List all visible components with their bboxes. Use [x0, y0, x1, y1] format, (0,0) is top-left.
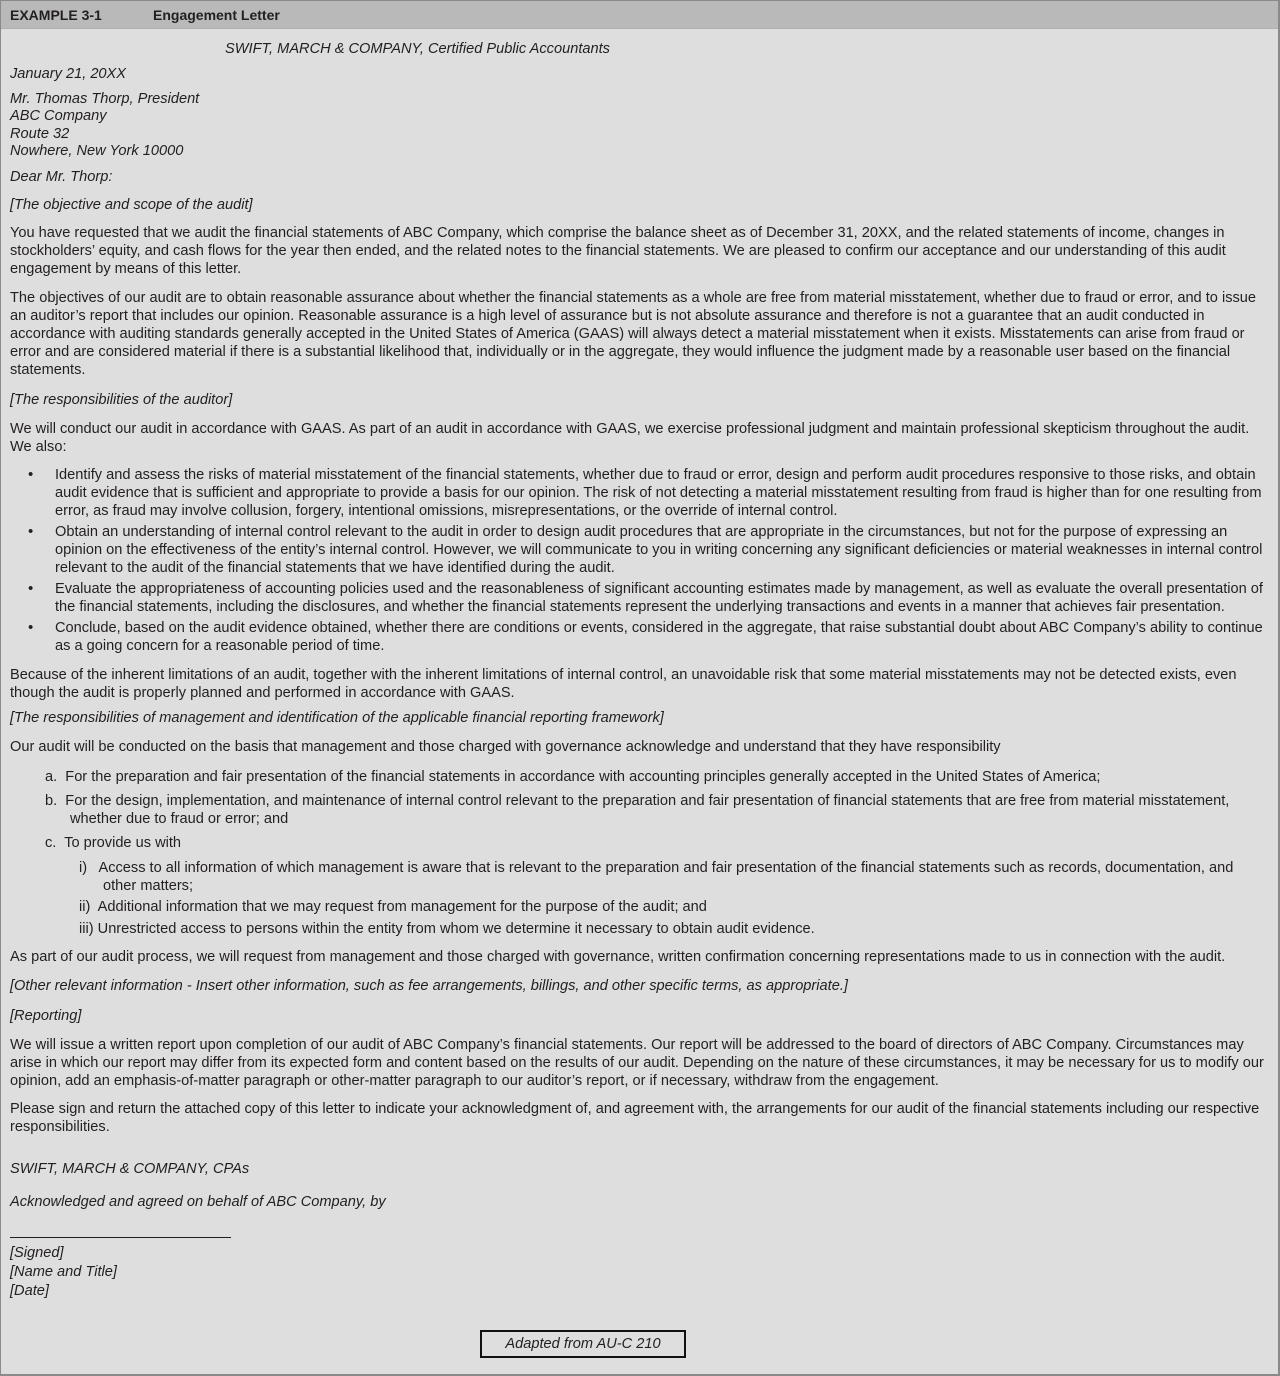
signature-block — [10, 1244, 1269, 1301]
letter-body — [1, 40, 1278, 1301]
list-item — [10, 898, 1269, 916]
list-item — [10, 920, 1269, 938]
signed-placeholder: [Signed] — [10, 1245, 64, 1262]
section-heading-reporting: [Reporting] — [10, 1008, 82, 1025]
paragraph: We will conduct our audit in accordance with GAAS. As part of an audit in accordance with GAAS, we exercise professional judgment and maintain professional skepticism throughout the audit. We also: — [10, 421, 1250, 456]
list-text: For the design, implementation, and maintenance of internal control relevant to the preparation and fair presentation of financial statements that are free from material misstatement, whether due to fraud or error; and — [65, 793, 1230, 828]
signature-line — [10, 1237, 231, 1238]
date-placeholder: [Date] — [10, 1283, 49, 1300]
example-title: Engagement Letter — [153, 6, 280, 23]
list-item — [10, 859, 1269, 895]
section-heading-other: [Other relevant information - Insert other information, such as fee arrangements, billings, and other specific terms, as appropriate.] — [10, 978, 848, 995]
name-title-placeholder: [Name and Title] — [10, 1264, 117, 1281]
list-text: Unrestricted access to persons within the entity from whom we determine it necessary to obtain audit evidence. — [97, 921, 815, 938]
bullet-item: • Conclude, based on the audit evidence obtained, whether there are conditions or events, considered in the aggregate, that raise substantial doubt about ABC Company’s ability to continue as a going concern for a reasonable period of time. — [10, 619, 1269, 655]
list-marker: iii) — [79, 921, 94, 938]
recipient-line: ABC Company — [10, 108, 107, 125]
bullet-item: • Obtain an understanding of internal control relevant to the audit in order to design audit procedures that are appropriate in the circumstances, but not for the purpose of expressing an opinion on the effectiveness of the entity’s internal control. However, we will communicate to you in writing concerning any significant deficiencies or material weaknesses in internal control relevant to the audit of the financial statements that we have identified during the audit. — [10, 523, 1269, 577]
recipient-line: Mr. Thomas Thorp, President — [10, 91, 200, 107]
acknowledgment-line: Acknowledged and agreed on behalf of ABC Company, by — [10, 1194, 386, 1211]
list-marker: b. — [45, 793, 58, 810]
list-text: To provide us with — [64, 835, 182, 852]
recipient-line: Nowhere, New York 10000 — [10, 142, 184, 159]
list-item — [10, 834, 1269, 852]
list-item — [10, 768, 1269, 786]
section-heading-objective: [The objective and scope of the audit] — [10, 197, 253, 214]
paragraph: Because of the inherent limitations of an audit, together with the inherent limitations of internal control, an unavoidable risk that some material misstatements may not be detected exists, even though the audit is properly planned and performed in accordance with GAAS. — [10, 667, 1237, 702]
list-marker: a. — [45, 769, 58, 786]
paragraph: We will issue a written report upon completion of our audit of ABC Company’s financial statements. Our report will be addressed to the board of directors of ABC Company. Circumstances may arise in which our report may differ from its expected form and content based on the results of our audit. Depending on the nature of these circumstances, it may be necessary for us to modify our opinion, add an emphasis-of-matter paragraph or other-matter paragraph to our auditor’s report, or if necessary, withdraw from the engagement. — [10, 1037, 1264, 1090]
salutation: Dear Mr. Thorp: — [10, 169, 113, 186]
paragraph: You have requested that we audit the financial statements of ABC Company, which comprise the balance sheet as of December 31, 20XX, and the related statements of income, changes in stockholders’ equity, and cash flows for the year then ended, and the related notes to the financial statements. We are pleased to confirm our acceptance and our understanding of this audit engagement by means of this letter. — [10, 225, 1226, 278]
paragraph: Please sign and return the attached copy of this letter to indicate your acknowledgment of, and agreement with, the arrangements for our audit of the financial statements including our respective responsibilities. — [10, 1101, 1260, 1136]
letterhead: SWIFT, MARCH & COMPANY, Certified Public Accountants — [225, 41, 610, 57]
closing-firm: SWIFT, MARCH & COMPANY, CPAs — [10, 1161, 250, 1178]
section-heading-auditor: [The responsibilities of the auditor] — [10, 392, 233, 409]
bullet-item: • Evaluate the appropriateness of accounting policies used and the reasonableness of significant accounting estimates made by management, as well as evaluate the overall presentation of the financial statements, including the disclosures, and whether the financial statements represent the underlying transactions and events in a manner that achieves fair presentation. — [10, 580, 1269, 616]
paragraph: The objectives of our audit are to obtain reasonable assurance about whether the financial statements as a whole are free from material misstatement, whether due to fraud or error, and to issue an auditor’s report that includes our opinion. Reasonable assurance is a high level of assurance but is not absolute assurance and therefore is not a guarantee that an audit conducted in accordance with auditing standards generally accepted in the United States of America (GAAS) will always detect a material misstatement when it exists. Misstatements can arise from fraud or error and are considered material if there is a substantial likelihood that, individually or in the aggregate, they would influence the judgment made by a reasonable user based on the financial statements. — [10, 290, 1257, 379]
section-heading-management: [The responsibilities of management and identification of the applicable financial reporting framework] — [10, 710, 664, 727]
management-list — [10, 768, 1269, 852]
list-marker: ii) — [79, 899, 91, 916]
list-item — [10, 792, 1269, 828]
list-marker: i) — [79, 860, 88, 877]
source-note: Adapted from AU-C 210 — [505, 1336, 661, 1352]
example-label: EXAMPLE 3-1 — [10, 6, 102, 23]
provide-list — [10, 859, 1269, 938]
auditor-bullet-list — [10, 466, 1269, 655]
letter-date: January 21, 20XX — [10, 66, 127, 82]
list-text: For the preparation and fair presentation of the financial statements in accordance with accounting principles generally accepted in the United States of America; — [65, 769, 1101, 786]
recipient-line: Route 32 — [10, 125, 70, 142]
paragraph: Our audit will be conducted on the basis that management and those charged with governance acknowledge and understand that they have responsibility — [10, 739, 1001, 756]
list-text: Additional information that we may request from management for the purpose of the audit; and — [97, 899, 707, 916]
recipient-address — [10, 91, 1269, 160]
example-header — [1, 1, 1278, 29]
bullet-item: • Identify and assess the risks of material misstatement of the financial statements, whether due to fraud or error, design and perform audit procedures responsive to those risks, and obtain audit evidence that is sufficient and appropriate to provide a basis for our opinion. The risk of not detecting a material misstatement resulting from fraud is higher than for one resulting from error, as fraud may involve collusion, forgery, intentional omissions, misrepresentations, or the override of internal control. — [10, 466, 1269, 520]
source-note-box — [480, 1330, 686, 1358]
paragraph: As part of our audit process, we will request from management and those charged with governance, written confirmation concerning representations made to us in connection with the audit. — [10, 949, 1226, 966]
list-marker: c. — [45, 835, 57, 852]
list-text: Access to all information of which management is aware that is relevant to the preparation and fair presentation of the financial statements such as records, documentation, and other matters; — [98, 860, 1234, 895]
